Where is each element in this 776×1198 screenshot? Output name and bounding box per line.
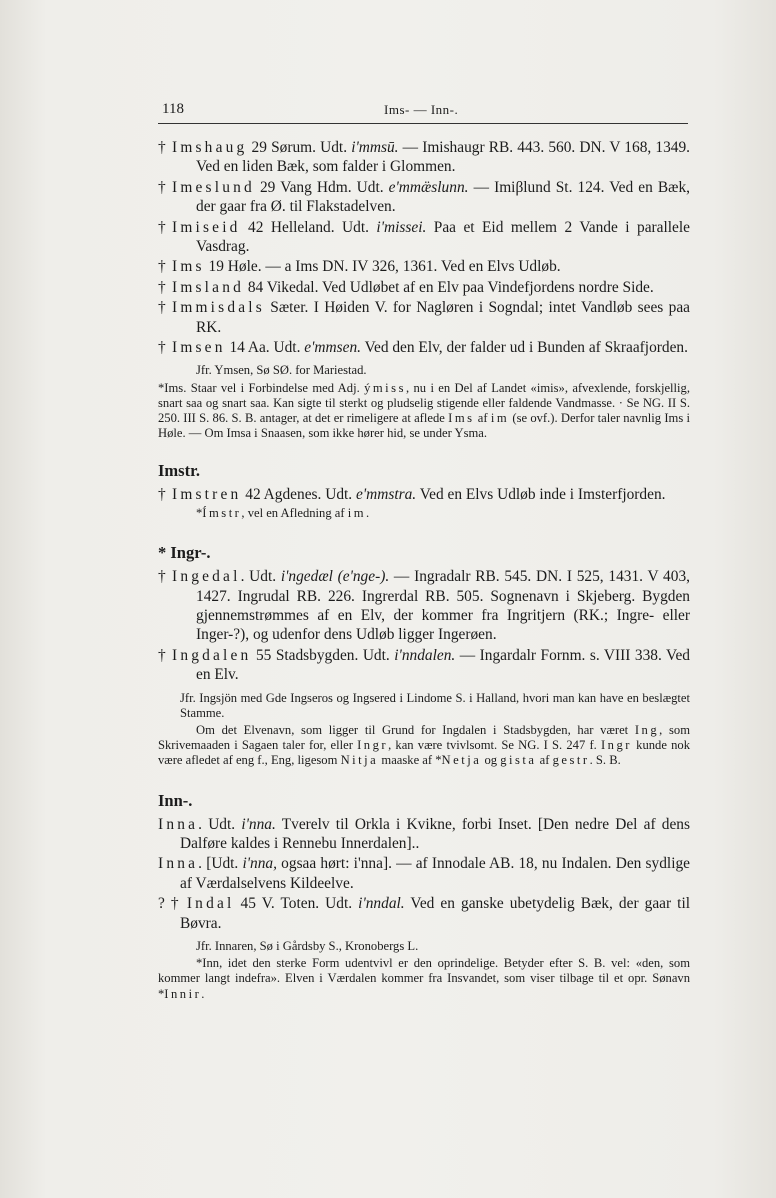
entry-name: Ingdalen [172, 646, 252, 664]
note-innaren: Jfr. Innaren, Sø i Gårdsby S., Kronobergs L. [196, 938, 419, 953]
note-imstr: *Ímstr, vel en Afledning af im. [196, 505, 370, 520]
entry-inna-orkla: Inna. Udt. i'nna. Tverelv til Orkla i Kvikne, forbi Inset. [Den nedre Del af dens Dalføre kaldes i Rennebu Innerdalen].. [158, 815, 690, 852]
note-jfr-ymsen: Jfr. Ymsen, Sø SØ. for Mariestad. [196, 363, 367, 378]
entry-imiseid: † Imiseid 42 Helleland. Udt. i'missei. Paa et Eid mellem 2 Vande i parallele Vasdrag. [158, 218, 690, 256]
page-header [158, 101, 688, 124]
entry-name: Immisdals [172, 299, 265, 317]
entry-name: Inna [158, 855, 199, 873]
note-ingdalen-elvenavn: Om det Elvenavn, som ligger til Grund for Ingdalen i Stadsbygden, har været Ing, som Skrivemaaden i Sagaen taler for, eller Ingr, kan være tvivlsomt. Se NG. I S. 247 f. Ingr kunde nok være afledet af eng f., Eng, ligesom Nitja maaske af *Netja og gista af gestr. S. B. [158, 722, 691, 768]
ingr-notes [158, 691, 690, 769]
note-ims-etymology: *Ims. Staar vel i Forbindelse med Adj. ýmiss, nu i en Del af Landet «imis», afvexlende, forskjellig, snart saa og snart saa. Kan sigte til sterkt og pludselig stigende eller faldende Vandmasse. · Se NG. II S. 250. III S. 86. S. B. antager, at det er rimeligere at aflede Ims af im (se ovf.). Derfor taler navnlig Ims i Høle. — Om Imsa i Snaasen, som ikke hører hid, se under Ysma. [158, 380, 690, 441]
section-title-inn: Inn-. [158, 790, 193, 810]
page-content [158, 138, 690, 1004]
entry-name: Imsland [172, 278, 244, 296]
entry-inna-vaerdal: Inna. [Udt. i'nna, ogsaa hørt: i'nna]. — af Innodale AB. 18, nu Indalen. Den sydlige af Værdalselvens Kildeelve. [158, 855, 690, 892]
section-title-ingr: * Ingr-. [158, 543, 211, 563]
entry-name: Imsen [172, 339, 226, 357]
entry-ingedal: † Ingedal. Udt. i'ngedæl (e'nge-). — Ingradalr RB. 545. DN. I 525, 1431. V 403, 1427. Ingrudal RB. 226. Ingrerdal RB. 505. Sognenavn i Skjeberg. Bygden gjennemstrømmes af en Elv, der kommer fra Ingritjern (RK.; Ingre- eller Inger-?), og udenfor dens Udløb ligger Ingerøen. [158, 568, 690, 644]
entry-name: Indal [186, 895, 235, 913]
entry-name: Imshaug [172, 139, 248, 156]
section-title-imstr: Imstr. [158, 461, 201, 481]
entry-imstren: † Imstren 42 Agdenes. Udt. e'mmstra. Ved en Elvs Udløb inde i Imsterfjorden. [158, 486, 666, 504]
entry-ingdalen: † Ingdalen 55 Stadsbygden. Udt. i'nndalen. — Ingardalr Fornm. s. VIII 338. Ved en Elv. [158, 646, 690, 684]
ims-notes [158, 363, 690, 441]
entry-name: Ims [172, 258, 205, 276]
entry-name: Imiseid [172, 218, 241, 236]
entry-imeslund: † Imeslund 29 Vang Hdm. Udt. e'mmæ̈slunn. — Imiβlund St. 124. Ved en Bæk, der gaar fra Ø. til Flakstadelven. [158, 178, 690, 216]
page-number: 118 [162, 101, 184, 117]
entry-ims: † Ims 19 Høle. — a Ims DN. IV 326, 1361. Ved en Elvs Udløb. [158, 258, 561, 276]
note-ingsjon: Jfr. Ingsjön med Gde Ingseros og Ingsered i Lindome S. i Halland, hvori man kan have en beslægtet Stamme. [180, 690, 690, 720]
entry-name: Imeslund [172, 178, 255, 196]
entry-imsland: † Imsland 84 Vikedal. Ved Udløbet af en Elv paa Vindefjordens nordre Side. [158, 278, 654, 296]
inn-notes [158, 939, 690, 1002]
note-inn-etymology: *Inn, idet den sterke Form udentvivl er den oprindelige. Betyder efter S. B. vel: «den, som kommer langt indefra». Elven i Værdalen kommer fra Insvandet, som viser tilbage til et opr. Sønavn *Innir. [158, 956, 690, 1001]
entry-name: Inna [158, 815, 199, 833]
entry-indal: ? † Indal 45 V. Toten. Udt. i'nndal. Ved en ganske ubetydelig Bæk, der gaar til Bøvra. [158, 895, 691, 932]
entry-imsen: † Imsen 14 Aa. Udt. e'mmsen. Ved den Elv, der falder ud i Bunden af Skraafjorden. [158, 339, 688, 357]
entry-immisdals: † Immisdals Sæter. I Høiden V. for Nagløren i Sogndal; intet Vandløb sees paa RK. [158, 299, 690, 336]
running-head: Ims- — Inn-. [384, 102, 459, 117]
entry-imshaug: † Imshaug 29 Sørum. Udt. i'mmsū. — Imishaugr RB. 443. 560. DN. V 168, 1349. Ved en liden Bæk, som falder i Glommen. [158, 139, 691, 176]
entry-name: Ingedal [172, 568, 241, 586]
entry-name: Imstren [172, 486, 242, 504]
